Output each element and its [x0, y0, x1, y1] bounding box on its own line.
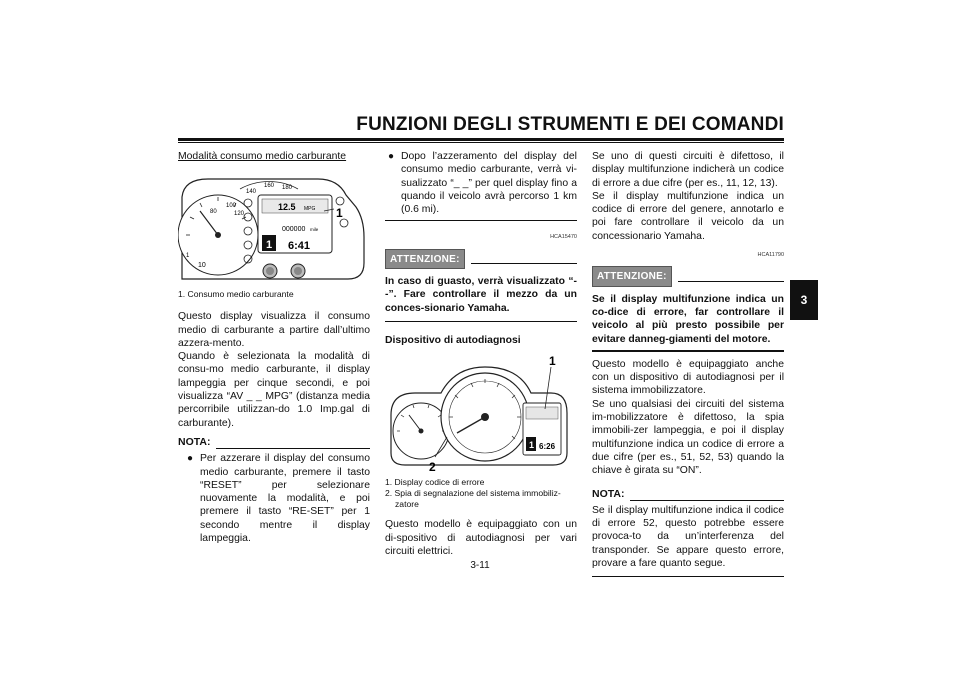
- attention-text: In caso di guasto, verrà visualizzato “- -”. Fare controllare il mezzo da un conces-sionario Yamaha.: [385, 276, 577, 314]
- figure-2-caption-1: 1. Display codice di errore: [385, 477, 485, 488]
- figure-2-callout-1: 1: [549, 354, 556, 369]
- dial-label-100: 100: [226, 203, 237, 210]
- page-number: 3-11: [470, 560, 490, 571]
- code-hca11790: HCA11790: [757, 252, 784, 259]
- attention-label: ATTENZIONE:: [385, 249, 465, 269]
- note-text-2: Se il display multifunzione indica il codice di errore 52, questo potrebbe essere provoca-to da un’interferenza del transponder. Se appare questo errore, provare a fare quanto segue.: [592, 504, 784, 570]
- header-rule-thin: [178, 142, 784, 143]
- divider: [592, 350, 784, 352]
- display-odo-unit: mile: [310, 227, 319, 233]
- dial-top-label-160: 160: [264, 183, 275, 190]
- dial-label-80: 80: [210, 209, 217, 216]
- note-bullet-text: Per azzerare il display del consumo medio carburante, premere il tasto “RESET” per selezionare nuovamente la modalità, e poi premere il tasto “RE-SET” per 1 secondo mentre il display lampeggia.: [200, 453, 370, 545]
- note-label-2: NOTA:: [592, 487, 625, 500]
- page-header-title: FUNZIONI DEGLI STRUMENTI E DEI COMANDI: [356, 114, 784, 135]
- figure-2-caption-2: 2. Spia di segnalazione del sistema immobiliz-zatore: [385, 488, 561, 510]
- note-heading: [178, 436, 370, 449]
- paragraph-average-fuel-1: Questo display visualizza il consumo medio di carburante a partire dall’ultimo azzera-mento.: [178, 311, 370, 349]
- display-gear: 1: [266, 239, 273, 252]
- paragraph-error-code-1: Se uno di questi circuiti è difettoso, il display multifunzione indicherà un codice di errore a due cifre (per es., 11, 12, 13).: [592, 151, 784, 189]
- dial-top-label-180: 180: [282, 185, 293, 192]
- figure-1-caption: 1. Consumo medio carburante: [178, 289, 294, 300]
- divider: [385, 321, 577, 322]
- instrument-cluster-figure-1: [178, 167, 370, 287]
- attention-heading-2: [592, 266, 784, 286]
- display-odo: 000000: [282, 226, 306, 234]
- divider: [592, 576, 784, 577]
- column-3: [592, 150, 784, 577]
- figure-2-clock: 6:26: [539, 442, 556, 452]
- display-speed-unit: MPG: [304, 206, 316, 213]
- instrument-cluster-figure-2: [385, 353, 577, 475]
- bullet-dot-icon: ●: [388, 151, 395, 162]
- display-speed: 12.5: [278, 202, 296, 213]
- bullet-reset-display-text: Dopo l’azzeramento del display del consumo medio carburante, verrà vi-sualizzato “_ _” per quel display fino a quando il veicolo avrà percorso 1 km (0.6 mi).: [401, 151, 577, 216]
- section-title-average-fuel: Modalità consumo medio carburante: [178, 151, 347, 162]
- paragraph-error-code-2: Se il display multifunzione indica un codice di errore del genere, annotarlo e poi fare controllare il veicolo da un concessionario Yamaha.: [592, 190, 784, 242]
- figure-2-callout-2: 2: [429, 460, 436, 475]
- figure-1-callout: 1: [336, 206, 343, 221]
- attention-heading: [385, 249, 577, 269]
- chapter-tab[interactable]: 3: [790, 280, 818, 320]
- note-heading-2: [592, 488, 784, 501]
- display-clock: 6:41: [288, 240, 311, 253]
- paragraph-self-diagnosis: Questo modello è equipaggiato con un di-spositivo di autodiagnosi per vari circuiti elettrici.: [385, 519, 577, 557]
- figure-2-gear: 1: [529, 440, 535, 451]
- section-title-self-diagnosis: Dispositivo di autodiagnosi: [385, 334, 521, 346]
- note-label: NOTA:: [178, 435, 211, 448]
- code-hca15470: HCA15470: [550, 234, 577, 241]
- note-bullet-reset: [184, 452, 370, 545]
- dial-top-label-140: 140: [246, 189, 257, 196]
- column-1: [178, 150, 370, 545]
- column-2: [385, 150, 577, 558]
- paragraph-average-fuel-2: Quando è selezionata la modalità di consu-mo medio carburante, il display lampeggia per cinque secondi, e poi visualizza “AV _ _ MPG” (distanza media percorribile utilizzan-do 1.0 Imp.gal di carburante).: [178, 351, 370, 429]
- header-rule: [178, 138, 784, 141]
- attention-text-2: Se il display multifunzione indica un co-dice di errore, far controllare il veicolo al più presto possibile per evitare danneg-giamenti del motore.: [592, 293, 784, 345]
- bullet-reset-display: [385, 150, 577, 216]
- paragraph-immobilizer-1: Questo modello è equipaggiato anche con un dispositivo di autodiagnosi per il sistema immobilizzatore.: [592, 358, 784, 397]
- dial-label-10: 10: [198, 262, 206, 270]
- dial-label-1: 1: [186, 253, 190, 260]
- paragraph-immobilizer-2: Se uno qualsiasi dei circuiti del sistema im-mobilizzatore è difettoso, la spia immobili-zer lampeggia, e poi il display multifunzione indica un codice di errore a due cifre (per es., 51, 52, 53) quando la chiave è girata su “ON”.: [592, 398, 784, 477]
- attention-label-2: ATTENZIONE:: [592, 266, 672, 286]
- divider: [385, 220, 577, 221]
- dial-label-120: 120: [234, 211, 245, 218]
- bullet-dot-icon: ●: [187, 453, 194, 465]
